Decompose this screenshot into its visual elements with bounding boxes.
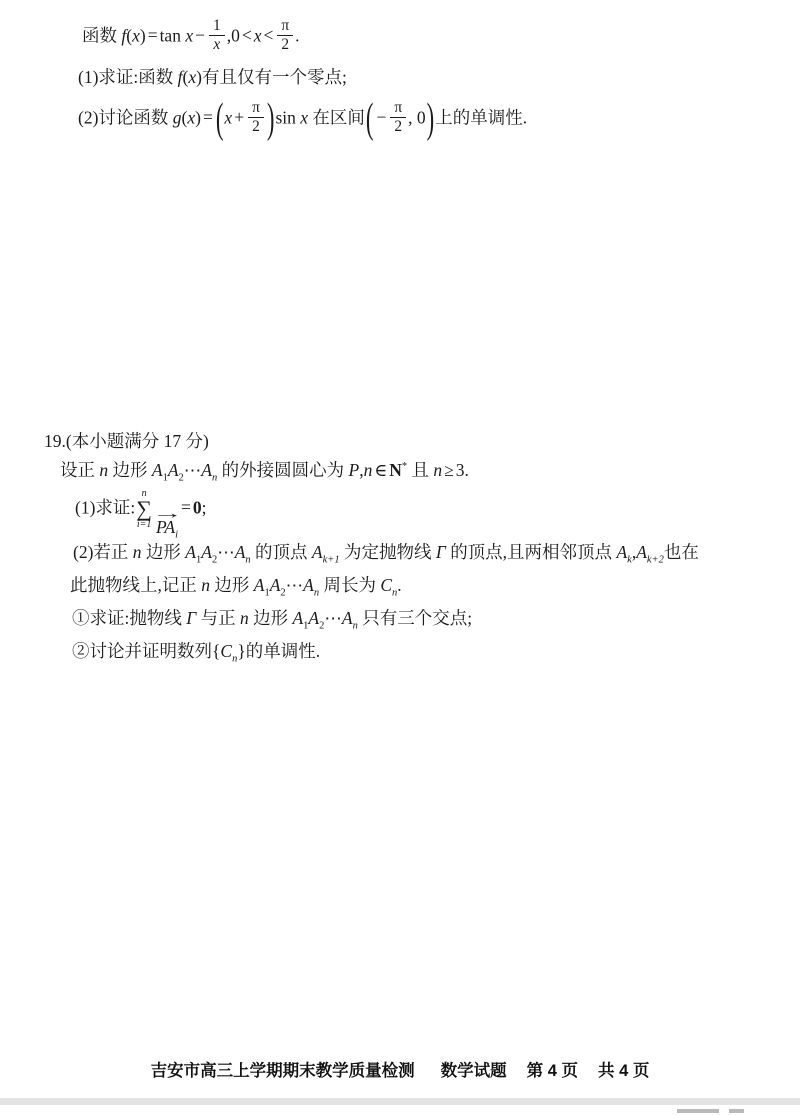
math-var: Γ [186, 608, 197, 628]
math-operator: = [147, 25, 158, 46]
fraction-numerator: π [248, 100, 264, 118]
cjk-text: 边形 [108, 460, 152, 480]
math-text: ⋯ [217, 542, 235, 562]
math-var: x [185, 25, 194, 46]
cjk-text: 边形 [210, 575, 254, 595]
q18-part2-line [78, 95, 528, 142]
cjk-text: (1)求证:函数 [78, 67, 178, 87]
scan-band-artifact [0, 1098, 800, 1105]
sigma: ∑ [136, 496, 152, 521]
math-var: x [253, 25, 262, 46]
math-paren: ) [196, 67, 202, 87]
cjk-text: 此抛物线上,记正 [70, 575, 202, 595]
math-var: x [188, 67, 197, 87]
math-var: Γ [435, 542, 446, 562]
math-text: ⋯ [285, 575, 304, 595]
math-function: sin [275, 107, 301, 128]
math-fraction [390, 100, 406, 135]
math-var: n [363, 460, 373, 480]
math-subscript: 2 [211, 554, 218, 566]
q19-part2-line2 [70, 574, 402, 597]
math-operator: − [376, 107, 387, 128]
math-var: A [616, 542, 628, 562]
cjk-text: 与正 [196, 608, 240, 628]
math-var: x [132, 25, 140, 46]
math-var: x [300, 107, 309, 128]
q19-intro-line [60, 459, 469, 482]
math-operator: = [181, 497, 191, 518]
summation-lower: i=1 [136, 518, 152, 530]
math-var: P [155, 517, 165, 537]
math-text: . [295, 25, 300, 46]
q19-sub1-line [72, 607, 472, 630]
math-fraction [277, 18, 293, 53]
math-var: A [341, 608, 353, 628]
cjk-text: (2)讨论函数 [78, 107, 173, 128]
cjk-text: ①求证:抛物线 [72, 608, 187, 628]
math-text: , [631, 542, 637, 562]
page-footer [0, 1057, 800, 1081]
vector [151, 505, 183, 541]
footer-exam-name: 吉安市高三上学期期末教学质量检测 [150, 1062, 415, 1080]
summation-upper: n [141, 488, 147, 499]
cjk-text: 边形 [248, 608, 293, 628]
q18-part1-line [78, 66, 347, 89]
math-operator: < [263, 25, 274, 46]
math-operator: < [241, 25, 252, 46]
math-var: x [187, 107, 196, 128]
cjk-text: }的单调性. [237, 641, 321, 661]
math-var: n [239, 608, 249, 628]
math-text: ⋯ [324, 608, 342, 628]
math-subscript: n [245, 554, 251, 566]
fraction-denominator: 2 [281, 36, 290, 54]
math-text: ; [201, 497, 207, 518]
big-paren-open: ( [365, 95, 374, 142]
fraction-numerator: π [390, 100, 406, 118]
math-text: ,0 [226, 25, 240, 46]
math-subscript: k+2 [646, 554, 664, 566]
math-var: A [167, 460, 179, 480]
fraction-numerator: 1 [209, 18, 225, 36]
math-subscript: i [175, 529, 179, 541]
math-var: A [201, 460, 212, 480]
math-paren: ( [126, 25, 133, 46]
cjk-text: 且 [407, 460, 434, 480]
math-text: , [359, 460, 364, 480]
math-subscript: 2 [178, 472, 184, 484]
math-subscript: 1 [195, 554, 202, 566]
footer-page-total: 共 4 页 [598, 1062, 650, 1080]
math-var: n [99, 460, 109, 480]
math-fraction [209, 18, 225, 53]
math-var: f [177, 67, 183, 87]
math-var: A [151, 460, 163, 480]
math-superscript: * [401, 461, 408, 473]
q19-heading [44, 430, 209, 453]
math-paren: ) [195, 107, 201, 128]
math-subscript: n [392, 587, 398, 599]
math-paren: ( [182, 67, 189, 87]
math-var: A [201, 542, 212, 562]
math-subscript: k [627, 554, 632, 566]
math-text: , 0 [408, 107, 426, 128]
cjk-text: 只有三个交点; [357, 608, 473, 628]
math-var: n [433, 460, 443, 480]
cjk-text: 周长为 [319, 575, 381, 595]
math-operator: − [195, 25, 205, 46]
math-var: A [269, 575, 281, 595]
math-var: A [303, 575, 314, 595]
bold-zero: 0 [192, 497, 202, 518]
math-var: A [308, 608, 320, 628]
math-subscript: k+1 [322, 554, 340, 566]
math-var: g [172, 107, 182, 128]
math-var: P [348, 460, 360, 480]
math-var: n [201, 575, 210, 595]
cjk-text: 的顶点 [250, 542, 312, 562]
vector-arrow: → [151, 505, 183, 522]
math-var: A [234, 542, 246, 562]
math-subscript: n [232, 653, 238, 665]
set-symbol: N [389, 460, 402, 480]
math-subscript: n [211, 472, 218, 484]
math-text: . [397, 575, 402, 595]
math-subscript: 1 [162, 472, 168, 484]
q19-part2-line1 [73, 541, 699, 564]
q18-intro-line [82, 18, 300, 53]
q19-sub2-line [72, 640, 320, 663]
fraction-numerator: π [277, 18, 293, 36]
cjk-text: 的外接圆圆心为 [217, 460, 349, 480]
math-subscript: 2 [280, 587, 286, 599]
math-var: A [636, 542, 647, 562]
scan-mark-artifact [729, 1109, 744, 1113]
footer-page-number: 第 4 页 [526, 1062, 578, 1080]
math-fraction [248, 100, 264, 135]
math-subscript: 2 [319, 620, 325, 632]
math-subscript: n [313, 587, 320, 599]
big-paren-open: ( [215, 95, 224, 142]
footer-subject: 数学试题 [440, 1062, 507, 1080]
fraction-denominator: 2 [394, 118, 403, 136]
math-operator: ≥ [444, 460, 454, 480]
math-var: A [164, 517, 176, 537]
cjk-text: 函数 [82, 25, 122, 46]
fraction-denominator: 2 [252, 118, 260, 136]
math-operator: ∈ [374, 460, 388, 480]
math-subscript: 1 [303, 620, 309, 632]
cjk-text: 在区间 [308, 107, 365, 128]
math-paren: ( [181, 107, 188, 128]
math-operator: = [202, 107, 213, 128]
cjk-text: (2)若正 [73, 542, 133, 562]
math-var: A [292, 608, 304, 628]
summation [136, 489, 152, 530]
math-function: tan [159, 25, 186, 46]
math-subscript: n [352, 620, 358, 632]
math-paren: ) [139, 25, 146, 46]
fraction-denominator: x [213, 36, 221, 54]
math-subscript: 1 [264, 587, 270, 599]
cjk-text: 为定抛物线 [339, 542, 436, 562]
math-var: A [253, 575, 265, 595]
cjk-text: 上的单调性. [435, 107, 528, 128]
math-var: C [220, 641, 233, 661]
cjk-text: 也在 [663, 542, 699, 562]
cjk-text: ②讨论并证明数列{ [72, 641, 221, 661]
cjk-text: (1)求证: [75, 497, 136, 518]
cjk-text: 的顶点,且两相邻顶点 [445, 542, 617, 562]
math-var: A [185, 542, 196, 562]
cjk-text: 19.(本小题满分 17 分) [44, 431, 209, 451]
cjk-text: 边形 [141, 542, 186, 562]
q19-part1-line [75, 488, 207, 541]
math-var: x [224, 107, 233, 128]
big-paren-close: ) [426, 95, 435, 142]
math-operator: + [234, 107, 245, 128]
big-paren-close: ) [266, 95, 275, 142]
math-var: f [121, 25, 127, 46]
math-var: n [132, 542, 142, 562]
cjk-text: 有且仅有一个零点; [201, 67, 347, 87]
math-text: 3. [455, 460, 469, 480]
scan-mark-artifact [677, 1109, 719, 1113]
math-var: A [311, 542, 323, 562]
math-text: ⋯ [183, 460, 202, 480]
cjk-text: 设正 [60, 460, 100, 480]
math-var: C [380, 575, 393, 595]
